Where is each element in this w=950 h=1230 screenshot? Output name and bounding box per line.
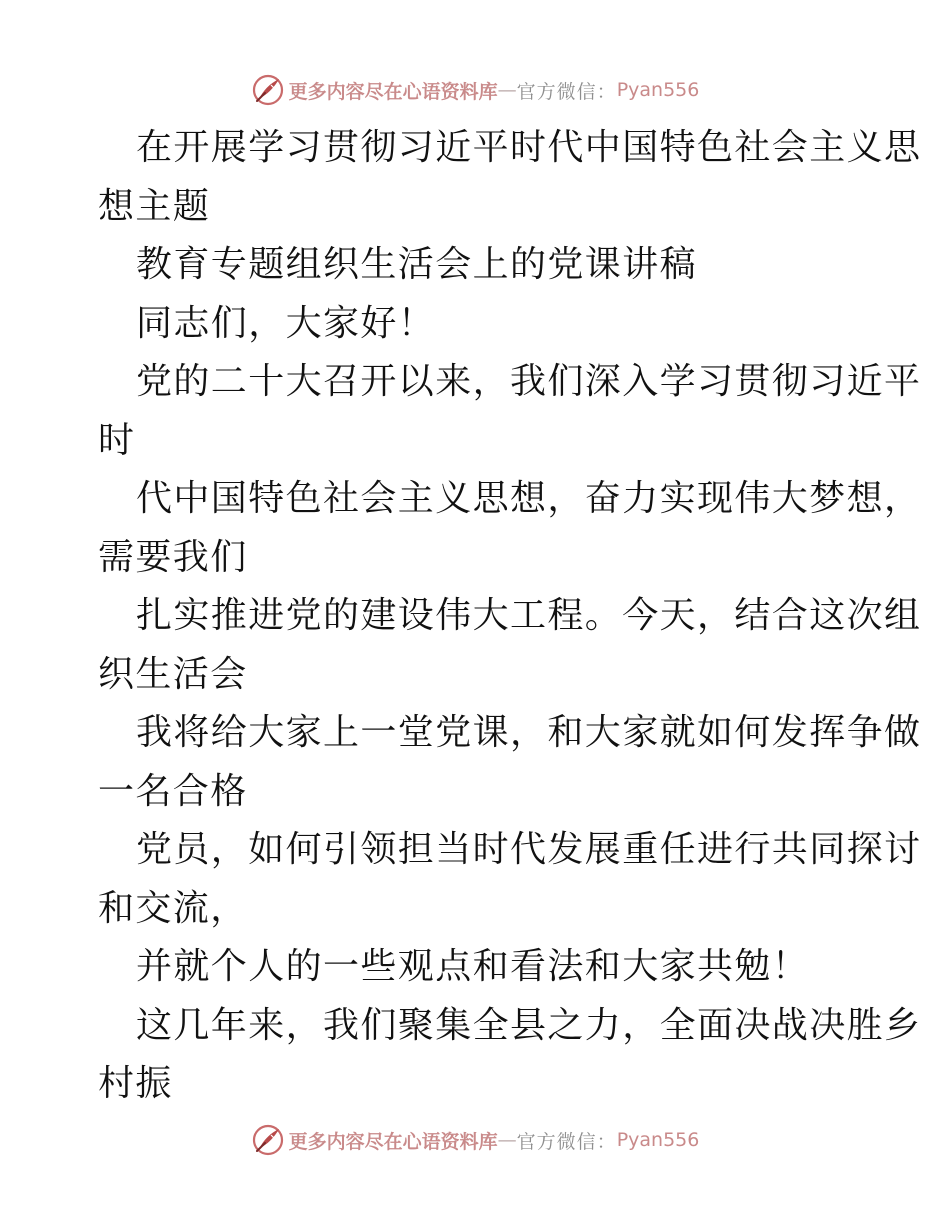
watermark-wechat-label: 官方微信： [516,1130,617,1153]
paragraph-line: 这几年来，我们聚集全县之力，全面决战决胜乡 [136,1004,922,1046]
watermark-dash: — [497,1129,517,1151]
paragraph-line: 村振 [98,1063,173,1104]
paragraph-line: 和交流， [98,887,248,929]
title-line-1: 在开展学习贯彻习近平时代中国特色社会主义思 [136,127,922,168]
paragraph-line: 并就个人的一些观点和看法和大家共勉！ [136,946,810,987]
paragraph-line: 时 [98,419,136,461]
paragraph-line: 织生活会 [98,653,248,695]
paragraph-line: 代中国特色社会主义思想，奋力实现伟大梦想， [136,478,922,519]
paragraph-line: 党员，如何引领担当时代发展重任进行共同探讨 [136,829,922,870]
watermark-wechat-id: Pyan556 [616,1129,700,1151]
watermark-main-text: 更多内容尽在心语资料库 [288,80,498,103]
header-watermark [0,70,950,110]
watermark-dash: — [497,79,517,101]
paragraph-line: 需要我们 [98,536,248,578]
paragraph-line: 我将给大家上一堂党课，和大家就如何发挥争做 [136,712,922,753]
footer-watermark [0,1120,950,1160]
feather-quill-logo-icon [251,73,285,107]
greeting-line: 同志们，大家好！ [136,302,436,344]
paragraph-line: 一名合格 [98,770,248,812]
watermark-wechat-id: Pyan556 [616,79,700,101]
subtitle-line: 教育专题组织生活会上的党课讲稿 [136,244,698,285]
feather-quill-logo-icon [251,1123,285,1157]
paragraph-line: 扎实推进党的建设伟大工程。今天，结合这次组 [136,595,922,636]
watermark-wechat-label: 官方微信： [516,80,617,103]
document-body [98,119,922,1114]
paragraph-line: 党的二十大召开以来，我们深入学习贯彻习近平 [136,361,922,402]
watermark-main-text: 更多内容尽在心语资料库 [288,1130,498,1153]
title-line-2: 想主题 [98,185,211,227]
